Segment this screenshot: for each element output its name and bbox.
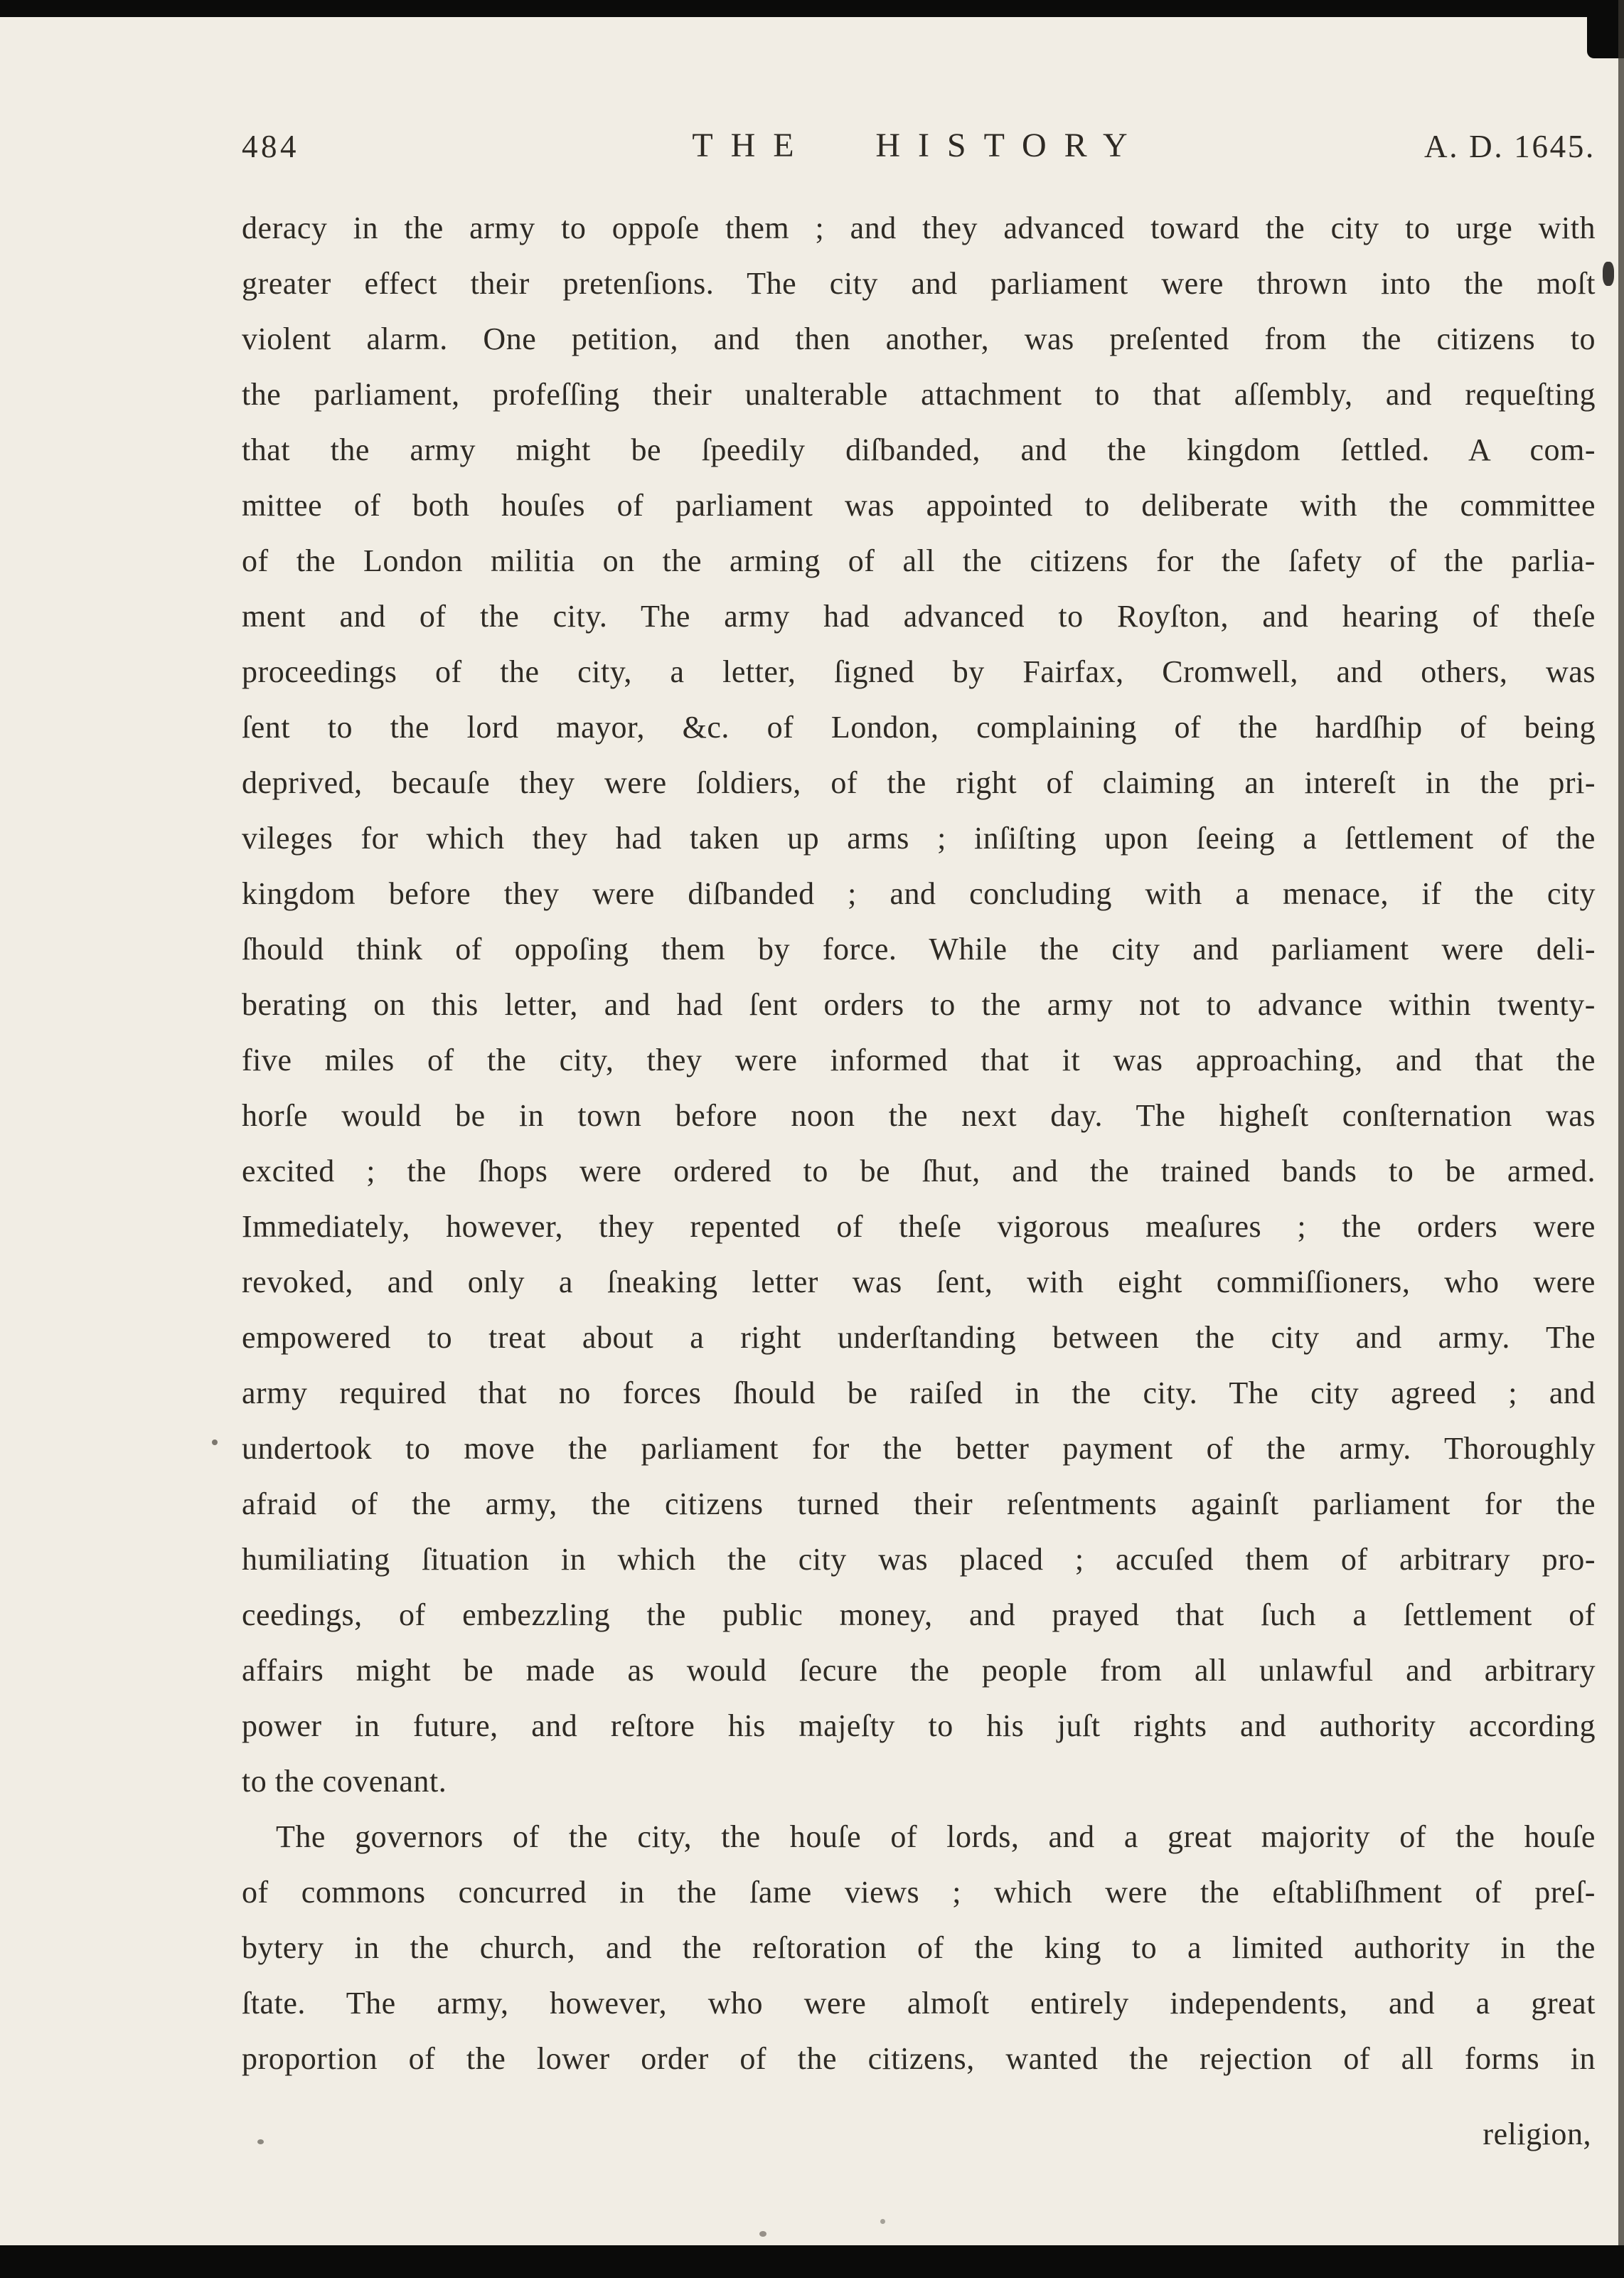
text-line: proportion of the lower order of the citizens, wanted the rejection of all forms in [242, 2041, 1596, 2076]
text-line: deracy in the army to oppoſe them ; and they advanced toward the city to urge with [242, 211, 1596, 245]
text-line: revoked, and only a ſneaking letter was ſent, with eight commiſſioners, who were [242, 1265, 1596, 1299]
text-line: to the covenant. [242, 1764, 447, 1799]
page-header [242, 115, 1596, 165]
text-line: ceedings, of embezzling the public money, and prayed that ſuch a ſettlement of [242, 1597, 1596, 1632]
text-block [242, 201, 1596, 2162]
marginal-date: A. D. 1645. [1424, 129, 1596, 164]
text-line: Immediately, however, they repented of theſe vigorous meaſures ; the orders were [242, 1209, 1596, 1244]
text-line: mittee of both houſes of parliament was appointed to deliberate with the committee [242, 488, 1596, 523]
scan-edge-right [1618, 0, 1624, 2278]
text-line: five miles of the city, they were informed that it was approaching, and that the [242, 1043, 1596, 1077]
text-line: the parliament, profeſſing their unalterable attachment to that aſſembly, and requeſting [242, 377, 1596, 412]
text-line: proceedings of the city, a letter, ſigned by Fairfax, Cromwell, and others, was [242, 654, 1596, 689]
scan-edge-top [0, 0, 1624, 17]
text-line: bytery in the church, and the reſtoration of the king to a limited authority in the [242, 1930, 1596, 1965]
text-line: of the London militia on the arming of all the citizens for the ſafety of the parlia- [242, 543, 1596, 578]
text-line: affairs might be made as would ſecure the people from all unlawful and arbitrary [242, 1653, 1596, 1688]
text-line: ment and of the city. The army had advanced to Royſton, and hearing of theſe [242, 599, 1596, 634]
text-line: excited ; the ſhops were ordered to be ſhut, and the trained bands to be armed. [242, 1154, 1596, 1188]
text-line: army required that no forces ſhould be raiſed in the city. The city agreed ; and [242, 1375, 1596, 1410]
text-line: afraid of the army, the citizens turned their reſentments againſt parliament for the [242, 1486, 1596, 1521]
text-line: of commons concurred in the ſame views ; which were the eſtabliſhment of preſ- [242, 1875, 1596, 1910]
text-line: greater effect their pretenſions. The city and parliament were thrown into the moſt [242, 266, 1596, 301]
text-line: ſent to the lord mayor, &c. of London, complaining of the hardſhip of being [242, 710, 1596, 745]
paragraph-1 [242, 201, 1596, 1809]
text-line: ſhould think of oppoſing them by force. While the city and parliament were deli- [242, 932, 1596, 967]
text-line: ſtate. The army, however, who were almoſt entirely independents, and a great [242, 1986, 1596, 2021]
scan-speck [880, 2219, 885, 2224]
paragraph-2 [242, 1809, 1596, 2087]
page-number: 484 [242, 129, 299, 164]
text-line: humiliating ſituation in which the city was placed ; accuſed them of arbitrary pro- [242, 1542, 1596, 1577]
text-line: berating on this letter, and had ſent orders to the army not to advance within twenty- [242, 987, 1596, 1022]
text-line: horſe would be in town before noon the next day. The higheſt conſternation was [242, 1098, 1596, 1133]
text-line: deprived, becauſe they were ſoldiers, of the right of claiming an intereſt in the pri- [242, 765, 1596, 800]
text-line: The governors of the city, the houſe of lords, and a great majority of the houſe [276, 1819, 1596, 1854]
scan-speck [212, 1439, 218, 1445]
text-line: empowered to treat about a right underſtanding between the city and army. The [242, 1320, 1596, 1355]
text-line: vileges for which they had taken up arms ; inſiſting upon ſeeing a ſettlement of the [242, 821, 1596, 856]
catchword: religion, [1483, 2117, 1591, 2151]
running-title: THE HISTORY [692, 127, 1145, 164]
scan-speck [759, 2231, 766, 2237]
text-line: violent alarm. One petition, and then another, was preſented from the citizens to [242, 321, 1596, 356]
text-line: undertook to move the parliament for the better payment of the army. Thoroughly [242, 1431, 1596, 1466]
scan-edge-bottom [0, 2245, 1624, 2278]
text-line: that the army might be ſpeedily diſbanded, and the kingdom ſettled. A com- [242, 432, 1596, 467]
scan-speck [1603, 262, 1614, 286]
text-line: power in future, and reſtore his majeſty to his juſt rights and authority according [242, 1708, 1596, 1743]
text-line: kingdom before they were diſbanded ; and concluding with a menace, if the city [242, 876, 1596, 911]
